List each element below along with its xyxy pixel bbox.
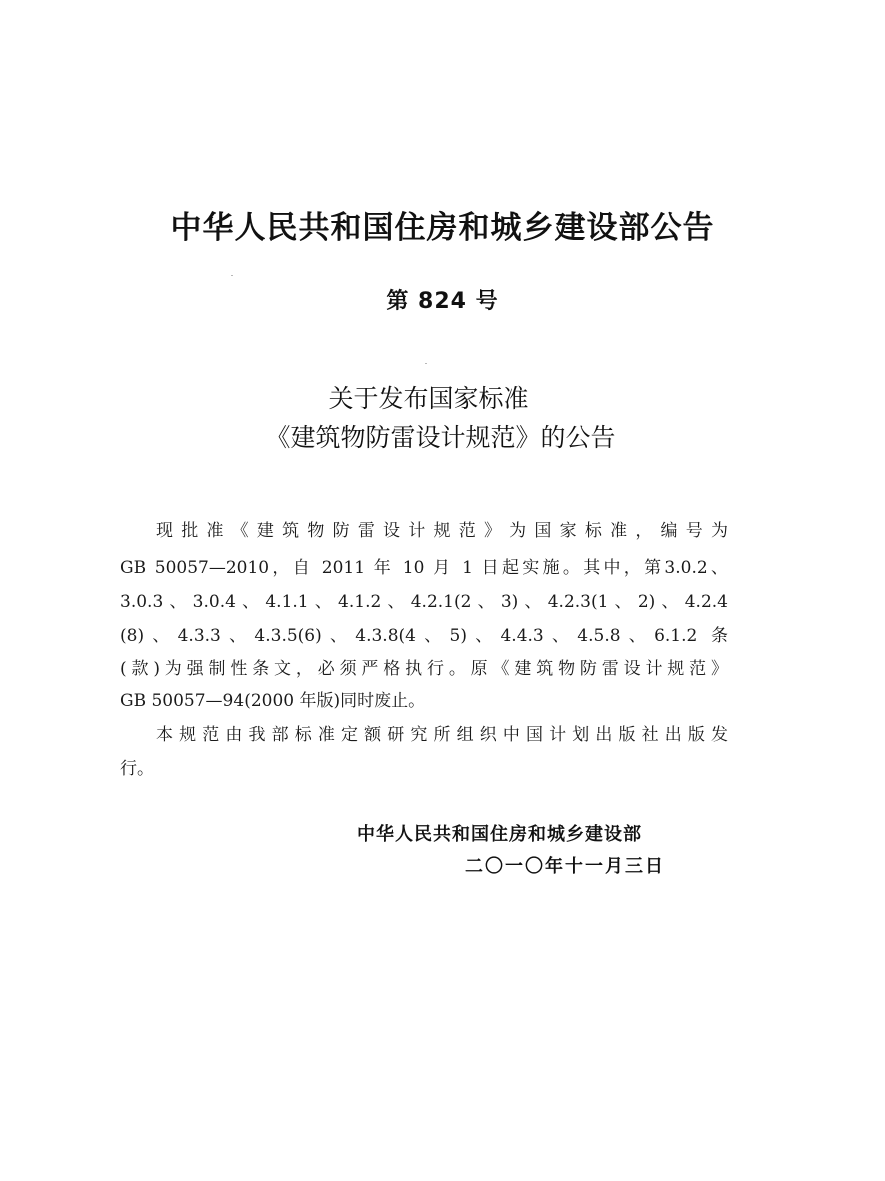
issuer-title: 中华人民共和国住房和城乡建设部公告: [170, 210, 715, 246]
signing-date: 二〇一〇年十一月三日: [465, 856, 665, 877]
signing-department: 中华人民共和国住房和城乡建设部: [357, 824, 642, 845]
paragraph-1-line: (款)为强制性条文，必须严格执行。原《建筑物防雷设计规范》: [120, 659, 728, 679]
paragraph-2-line: 本规范由我部标准定额研究所组织中国计划出版社出版发: [156, 725, 728, 745]
paragraph-1-line: GB 50057—94(2000 年版)同时废止。: [120, 691, 426, 711]
announcement-number: 第 824 号: [386, 289, 499, 314]
paragraph-2-line: 行。: [120, 759, 154, 779]
scan-speck: [425, 363, 427, 364]
paragraph-1-line: (8)、4.3.3、4.3.5(6)、4.3.8(4、5)、4.4.3、4.5.8、6.1.2 条: [120, 626, 728, 646]
subject-line-2: 《建筑物防雷设计规范》的公告: [265, 423, 616, 452]
paragraph-1-line: GB 50057—2010，自 2011 年 10 月 1 日起实施。其中，第3.0.2、: [120, 558, 728, 578]
paragraph-1-line: 现批准《建筑物防雷设计规范》为国家标准，编号为: [156, 521, 728, 541]
scan-speck: [231, 275, 233, 276]
paragraph-1-line: 3.0.3、3.0.4、4.1.1、4.1.2、4.2.1(2、3)、4.2.3(1、2)、4.2.4: [120, 592, 728, 612]
subject-line-1: 关于发布国家标准: [328, 384, 529, 413]
